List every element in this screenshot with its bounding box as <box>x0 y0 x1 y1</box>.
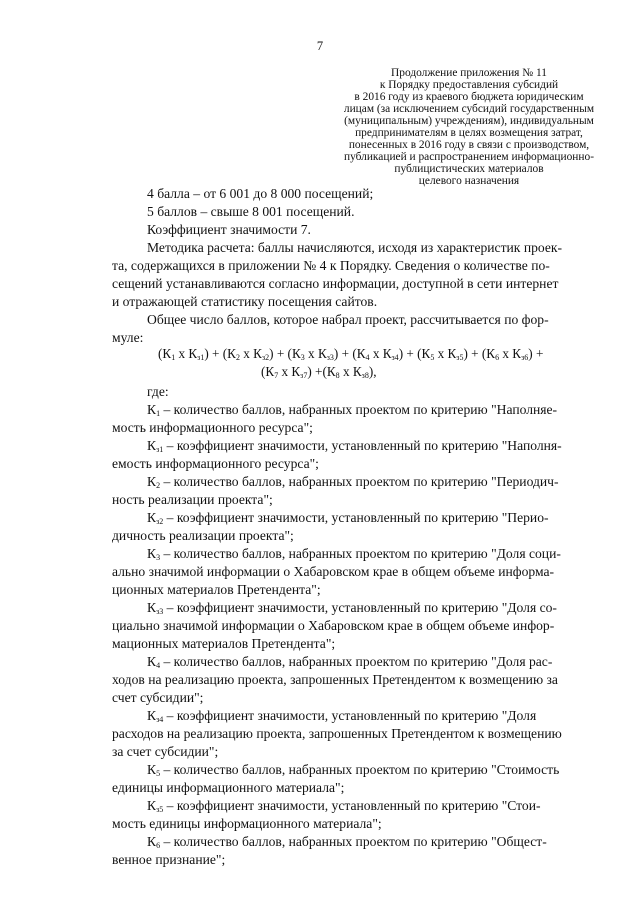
text-line: муле: <box>112 330 144 345</box>
text-line: циально значимой информации о Хабаровском крае в общем объеме инфор- <box>112 618 555 633</box>
text-line: счет субсидии"; <box>112 690 204 705</box>
text-line: за счет субсидии"; <box>112 744 219 759</box>
text-line: Коэффициент значимости 7. <box>147 222 311 237</box>
text-line: где: <box>147 384 169 399</box>
text-line: $К_{з5}$ – коэффициент значимости, установленный по критерию "Стои- <box>147 798 541 814</box>
text-line: $К_{з4}$ – коэффициент значимости, установленный по критерию "Доля <box>147 708 537 724</box>
text-line: $К_6$ – количество баллов, набранных проектом по критерию "Общест- <box>147 834 547 850</box>
text-line: ально значимой информации о Хабаровском крае в общем объеме информа- <box>112 564 555 579</box>
header-line: предпринимателям в целях возмещения затрат, <box>355 127 583 139</box>
header-line: к Порядку предоставления субсидий <box>379 79 559 91</box>
formula-line: ($К_1$ х $К_{з1}) + (К_2$ х $К_{з2}) + (К_3$ х $К_{з3}) + (К_4$ х $К_{з4}) + (К_5$ х $К_{з5}) + (К_6$ х $К_{з6}$) + <box>158 346 544 362</box>
text-line: 5 баллов – свыше 8 001 посещений. <box>147 204 355 219</box>
header-line: целевого назначения <box>418 175 520 187</box>
text-line: $К_{з3}$ – коэффициент значимости, установленный по критерию "Доля со- <box>147 600 557 616</box>
text-line: емость информационного ресурса"; <box>112 456 319 471</box>
text-line: $К_{з2}$ – коэффициент значимости, установленный по критерию "Перио- <box>147 510 549 526</box>
text-line: 4 балла – от 6 001 до 8 000 посещений; <box>147 186 374 201</box>
header-line: Продолжение приложения № 11 <box>391 67 547 79</box>
text-line: ность реализации проекта"; <box>112 492 273 507</box>
page-number: 7 <box>316 39 324 53</box>
formula-line: ($К_7$ х $К_{з7}) +(К_8$ х $К_{з8}$), <box>261 364 377 380</box>
text-line: та, содержащихся в приложении № 4 к Порядку. Сведения о количестве по- <box>112 258 550 273</box>
text-line: и отражающей статистику посещения сайтов. <box>112 294 378 309</box>
text-line: расходов на реализацию проекта, запрошенных Претендентом к возмещению <box>112 726 562 741</box>
header-line: публикацией и распространением информационно- <box>344 151 594 163</box>
text-line: мость информационного ресурса"; <box>112 420 313 435</box>
text-line: венное признание"; <box>112 852 226 867</box>
text-line: сещений устанавливаются согласно информации, доступной в сети интернет <box>112 276 559 291</box>
text-line: Методика расчета: баллы начисляются, исходя из характеристик проек- <box>147 240 563 255</box>
text-line: дичность реализации проекта"; <box>112 528 294 543</box>
header-line: в 2016 году из краевого бюджета юридическим <box>354 91 584 103</box>
text-line: $К_{з1}$ – коэффициент значимости, установленный по критерию "Наполня- <box>147 438 562 454</box>
text-line: ходов на реализацию проекта, запрошенных Претендентом к возмещению за <box>112 672 558 687</box>
header-line: понесенных в 2016 году в связи с производством, <box>348 139 590 151</box>
text-line: $К_4$ – количество баллов, набранных проектом по критерию "Доля рас- <box>147 654 553 670</box>
text-line: Общее число баллов, которое набрал проект, рассчитывается по фор- <box>147 312 549 327</box>
text-line: мационных материалов Претендента"; <box>112 636 336 651</box>
text-line: единицы информационного материала"; <box>112 780 345 795</box>
text-line: $К_3$ – количество баллов, набранных проектом по критерию "Доля соци- <box>147 546 561 562</box>
header-line: публицистических материалов <box>394 163 544 175</box>
header-line: лицам (за исключением субсидий государственным <box>343 103 595 115</box>
text-line: $К_5$ – количество баллов, набранных проектом по критерию "Стоимость <box>147 762 560 778</box>
text-line: $К_1$ – количество баллов, набранных проектом по критерию "Наполняе- <box>147 402 558 418</box>
text-line: $К_2$ – количество баллов, набранных проектом по критерию "Периодич- <box>147 474 559 490</box>
text-line: ционных материалов Претендента"; <box>112 582 321 597</box>
text-line: мость единицы информационного материала"; <box>112 816 382 831</box>
header-line: (муниципальным) учреждениям), индивидуальным <box>344 115 594 127</box>
